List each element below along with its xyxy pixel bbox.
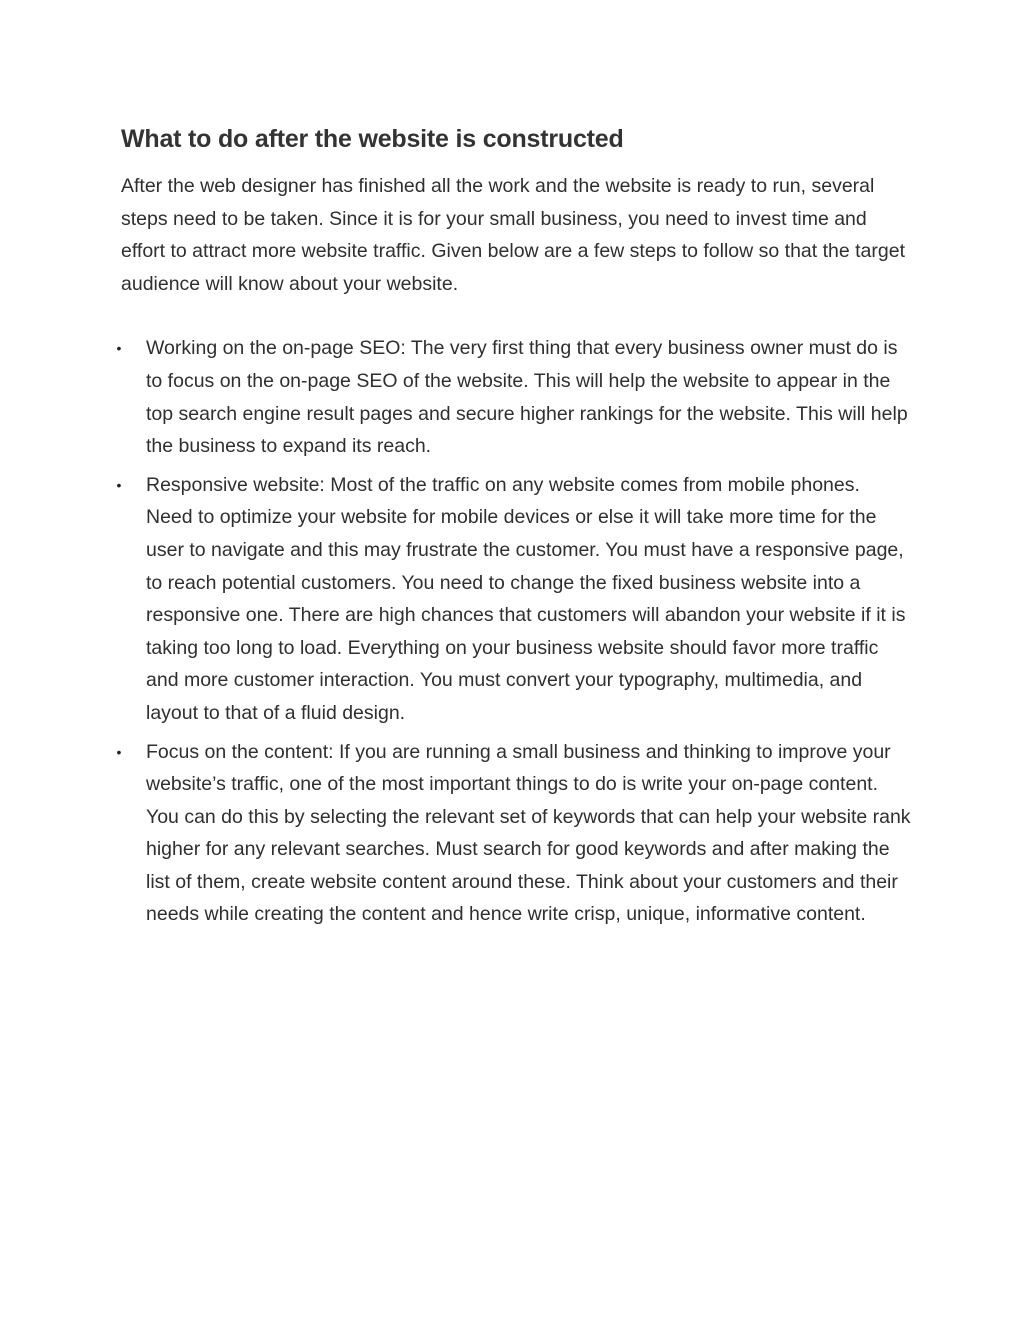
list-item-text: Working on the on-page SEO: The very first thing that every business owner must do is to focus on the on-page SEO of the website. This will help the website to appear in the top search engine result pages and secure higher rankings for the website. This will help the business to expand its reach. xyxy=(146,337,908,458)
bullet-icon: • xyxy=(116,743,122,760)
list-item xyxy=(116,469,911,730)
list-item xyxy=(116,332,911,462)
bullet-icon: • xyxy=(116,476,122,493)
intro-paragraph: After the web designer has finished all the work and the website is ready to run, several steps need to be taken. Since it is for your small business, you need to invest time and effort to attract more website traffic. Given below are a few steps to follow so that the target audience will know about your website. xyxy=(121,175,905,295)
bullet-list xyxy=(116,332,911,931)
document-content xyxy=(116,121,911,937)
list-item-text: Responsive website: Most of the traffic on any website comes from mobile phones. Need to optimize your website for mobile devices or else it will take more time for the user to navigate and this may frustrate the customer. You must have a responsive page, to reach potential customers. You need to change the fixed business website into a responsive one. There are high chances that customers will abandon your website if it is taking too long to load. Everything on your business website should favor more traffic and more customer interaction. You must convert your typography, multimedia, and layout to that of a fluid design. xyxy=(146,473,906,724)
list-item xyxy=(116,736,911,932)
list-item-text: Focus on the content: If you are running a small business and thinking to improve your website’s traffic, one of the most important things to do is write your on-page content. You can do this by selecting the relevant set of keywords that can help your website rank higher for any relevant searches. Must search for good keywords and after making the list of them, create website content around these. Think about your customers and their needs while creating the content and hence write crisp, unique, informative content. xyxy=(146,740,911,926)
page-title: What to do after the website is constructed xyxy=(121,125,624,153)
bullet-icon: • xyxy=(116,340,122,357)
